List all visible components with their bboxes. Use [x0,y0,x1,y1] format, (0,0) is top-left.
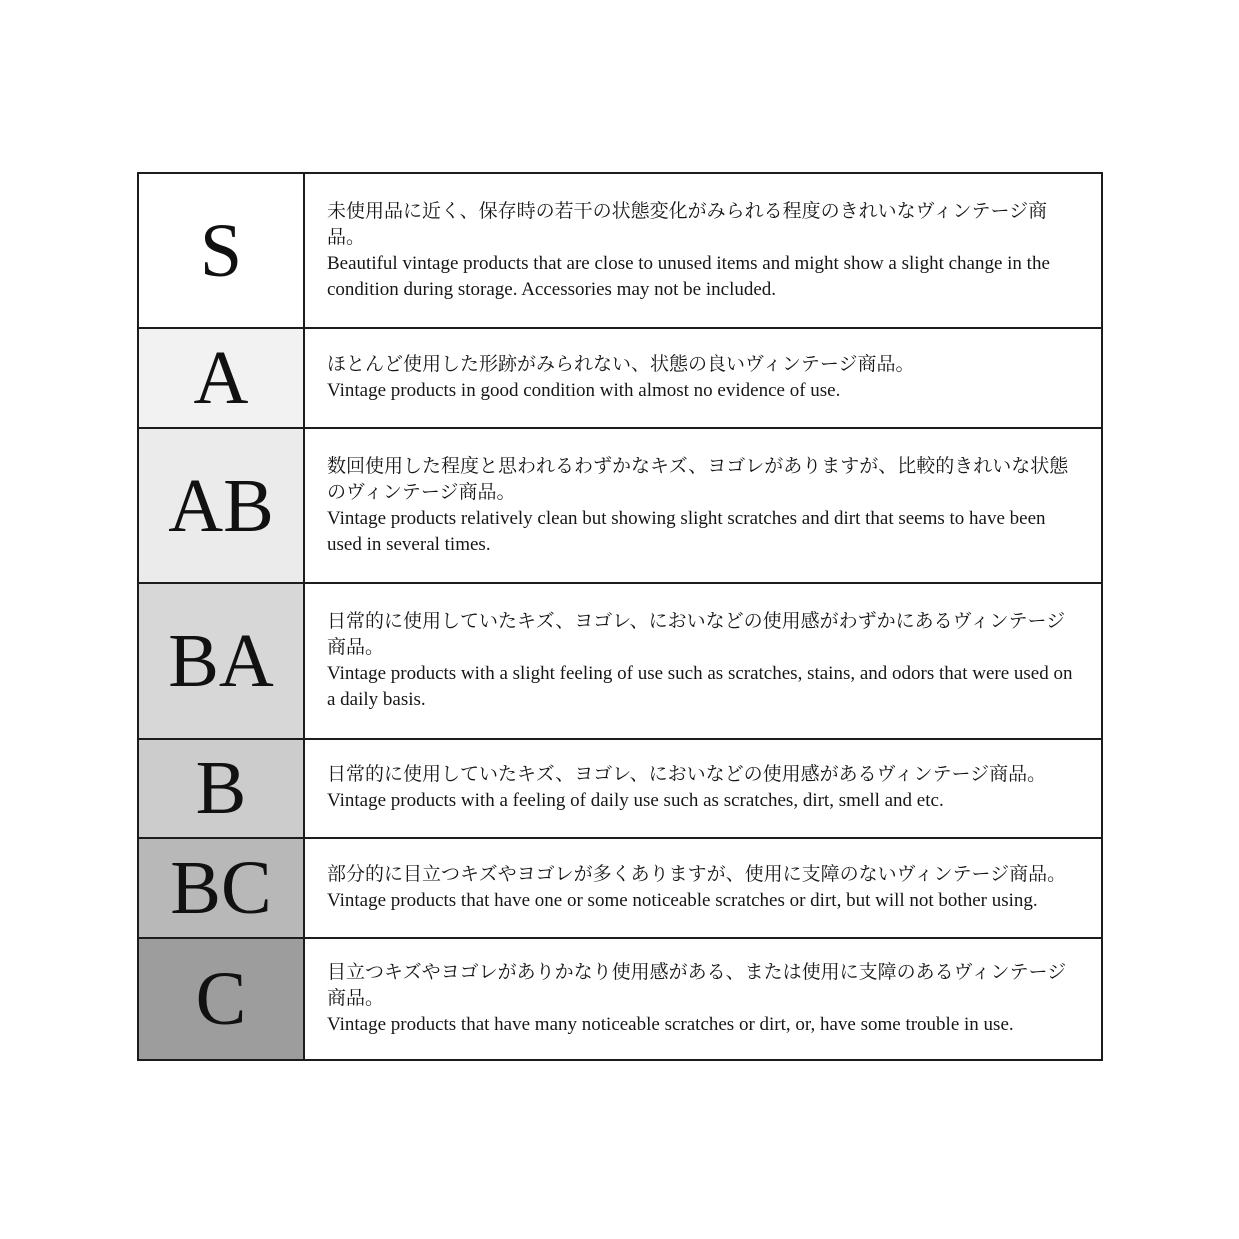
grade-row-c [138,938,1102,1060]
description-japanese: 日常的に使用していたキズ、ヨゴレ、においなどの使用感がわずかにあるヴィンテージ商品。 [327,611,1066,659]
grade-cell-ba [138,583,304,738]
grade-letter-a: A [193,336,249,421]
grade-row-a [138,328,1102,427]
condition-grade-table [137,172,1103,1061]
grade-row-bc [138,838,1102,937]
grade-row-ab [138,428,1102,583]
grade-cell-ab [138,428,304,583]
description-japanese: 未使用品に近く、保存時の若干の状態変化がみられる程度のきれいなヴィンテージ商品。 [327,200,1048,248]
description-english: Vintage products that have many noticeable scratches or dirt, or, have some trouble in use. [327,1013,1014,1035]
description-cell-ab [304,428,1102,583]
description-japanese: 数回使用した程度と思われるわずかなキズ、ヨゴレがありますが、比較的きれいな状態のヴィンテージ商品。 [327,455,1069,503]
description-cell-a [304,328,1102,427]
grade-letter-bc: BC [170,845,272,930]
description-english: Beautiful vintage products that are close to unused items and might show a slight change in the condition during storage. Accessories may not be included. [327,252,1050,300]
description-english: Vintage products with a slight feeling of use such as scratches, stains, and odors that were used on a daily basis. [327,663,1073,711]
grade-letter-ba: BA [168,619,274,704]
grade-letter-s: S [199,208,243,293]
description-cell-ba [304,583,1102,738]
description-cell-bc [304,838,1102,937]
grade-row-b [138,739,1102,838]
description-english: Vintage products in good condition with almost no evidence of use. [327,380,841,402]
grade-cell-s [138,173,304,328]
description-english: Vintage products with a feeling of daily use such as scratches, dirt, smell and etc. [327,790,944,812]
grade-cell-bc [138,838,304,937]
description-japanese: 部分的に目立つキズやヨゴレが多くありますが、使用に支障のないヴィンテージ商品。 [327,863,1067,885]
grade-letter-c: C [195,956,247,1041]
grade-cell-b [138,739,304,838]
grade-row-ba [138,583,1102,738]
description-japanese: 目立つキズやヨゴレがありかなり使用感がある、または使用に支障のあるヴィンテージ商品。 [327,961,1067,1009]
grade-row-s [138,173,1102,328]
description-english: Vintage products that have one or some noticeable scratches or dirt, but will not bother using. [327,889,1038,911]
grade-letter-ab: AB [168,463,274,548]
description-cell-b [304,739,1102,838]
description-japanese: ほとんど使用した形跡がみられない、状態の良いヴィンテージ商品。 [327,354,915,376]
description-cell-c [304,938,1102,1060]
grade-cell-c [138,938,304,1060]
grade-letter-b: B [195,746,247,831]
description-japanese: 日常的に使用していたキズ、ヨゴレ、においなどの使用感があるヴィンテージ商品。 [327,764,1047,786]
grade-cell-a [138,328,304,427]
description-cell-s [304,173,1102,328]
description-english: Vintage products relatively clean but showing slight scratches and dirt that seems to have been used in several times. [327,507,1046,555]
